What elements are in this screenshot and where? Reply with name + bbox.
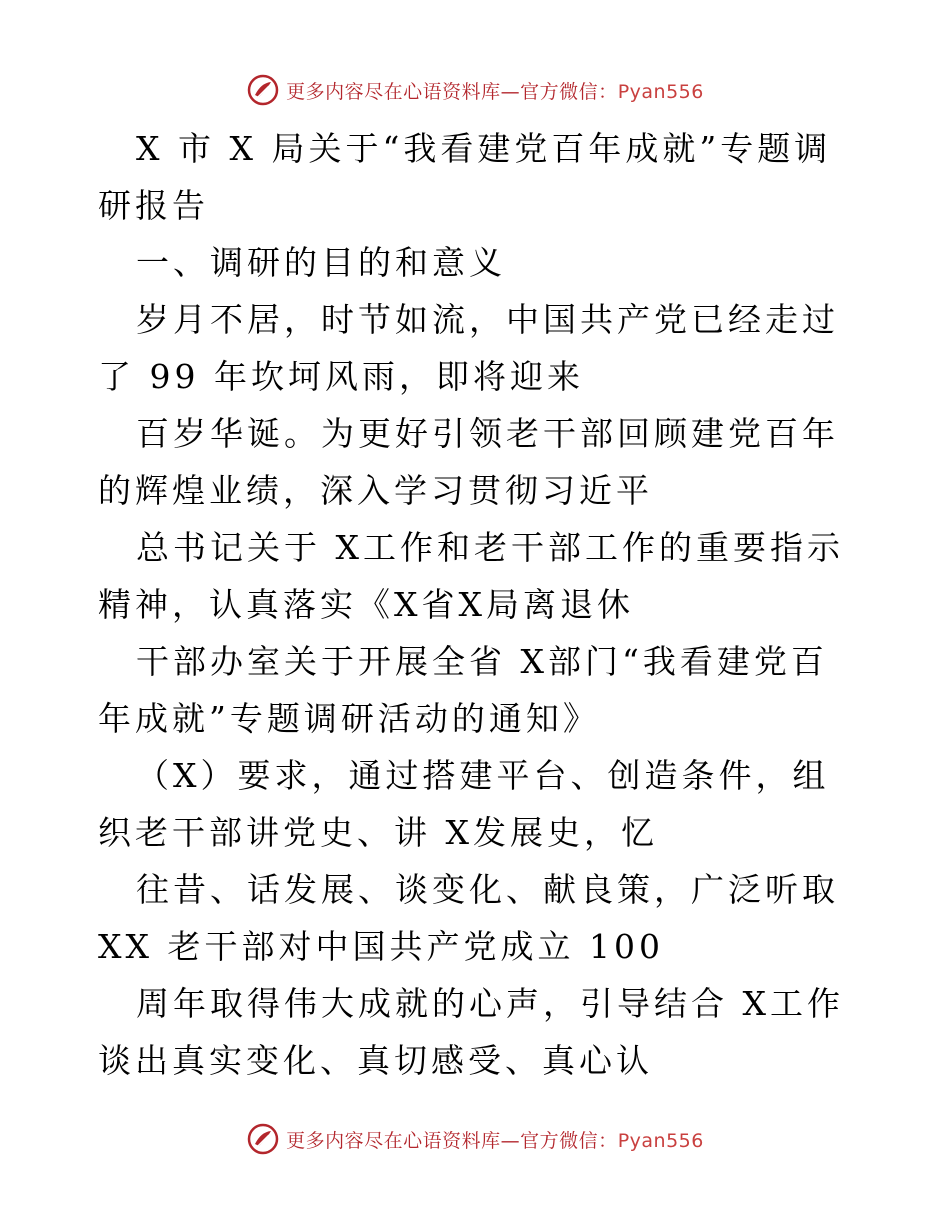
body-paragraph: 总书记关于 X工作和老干部工作的重要指示精神，认真落实《X省X局离退休 [98, 528, 844, 624]
watermark-text: 更多内容尽在心语资料库—官方微信：Pyan556 [286, 1129, 704, 1152]
body-paragraph: 百岁华诞。为更好引领老干部回顾建党百年的辉煌业绩，深入学习贯彻习近平 [98, 414, 839, 510]
hand-pen-logo-icon [246, 1122, 280, 1156]
hand-pen-logo-icon [246, 73, 280, 107]
document-body [98, 120, 858, 1089]
body-paragraph: 周年取得伟大成就的心声，引导结合 X工作谈出真实变化、真切感受、真心认 [98, 984, 844, 1080]
watermark-banner-bottom [0, 1119, 950, 1159]
watermark-text: 更多内容尽在心语资料库—官方微信：Pyan556 [286, 80, 704, 103]
body-paragraph: 干部办室关于开展全省 X部门“我看建党百年成就”专题调研活动的通知》 [98, 642, 828, 738]
body-paragraph: （X）要求，通过搭建平台、创造条件，组织老干部讲党史、讲 X发展史，忆 [98, 756, 830, 852]
watermark-banner-top [0, 70, 950, 110]
document-title: X 市 X 局关于“我看建党百年成就”专题调研报告 [98, 129, 832, 225]
body-paragraph: 往昔、话发展、谈变化、献良策，广泛听取 XX 老干部对中国共产党成立 100 [98, 870, 839, 966]
body-paragraph: 岁月不居，时节如流，中国共产党已经走过了 99 年坎坷风雨，即将迎来 [98, 300, 839, 396]
section-heading: 一、调研的目的和意义 [136, 243, 506, 282]
